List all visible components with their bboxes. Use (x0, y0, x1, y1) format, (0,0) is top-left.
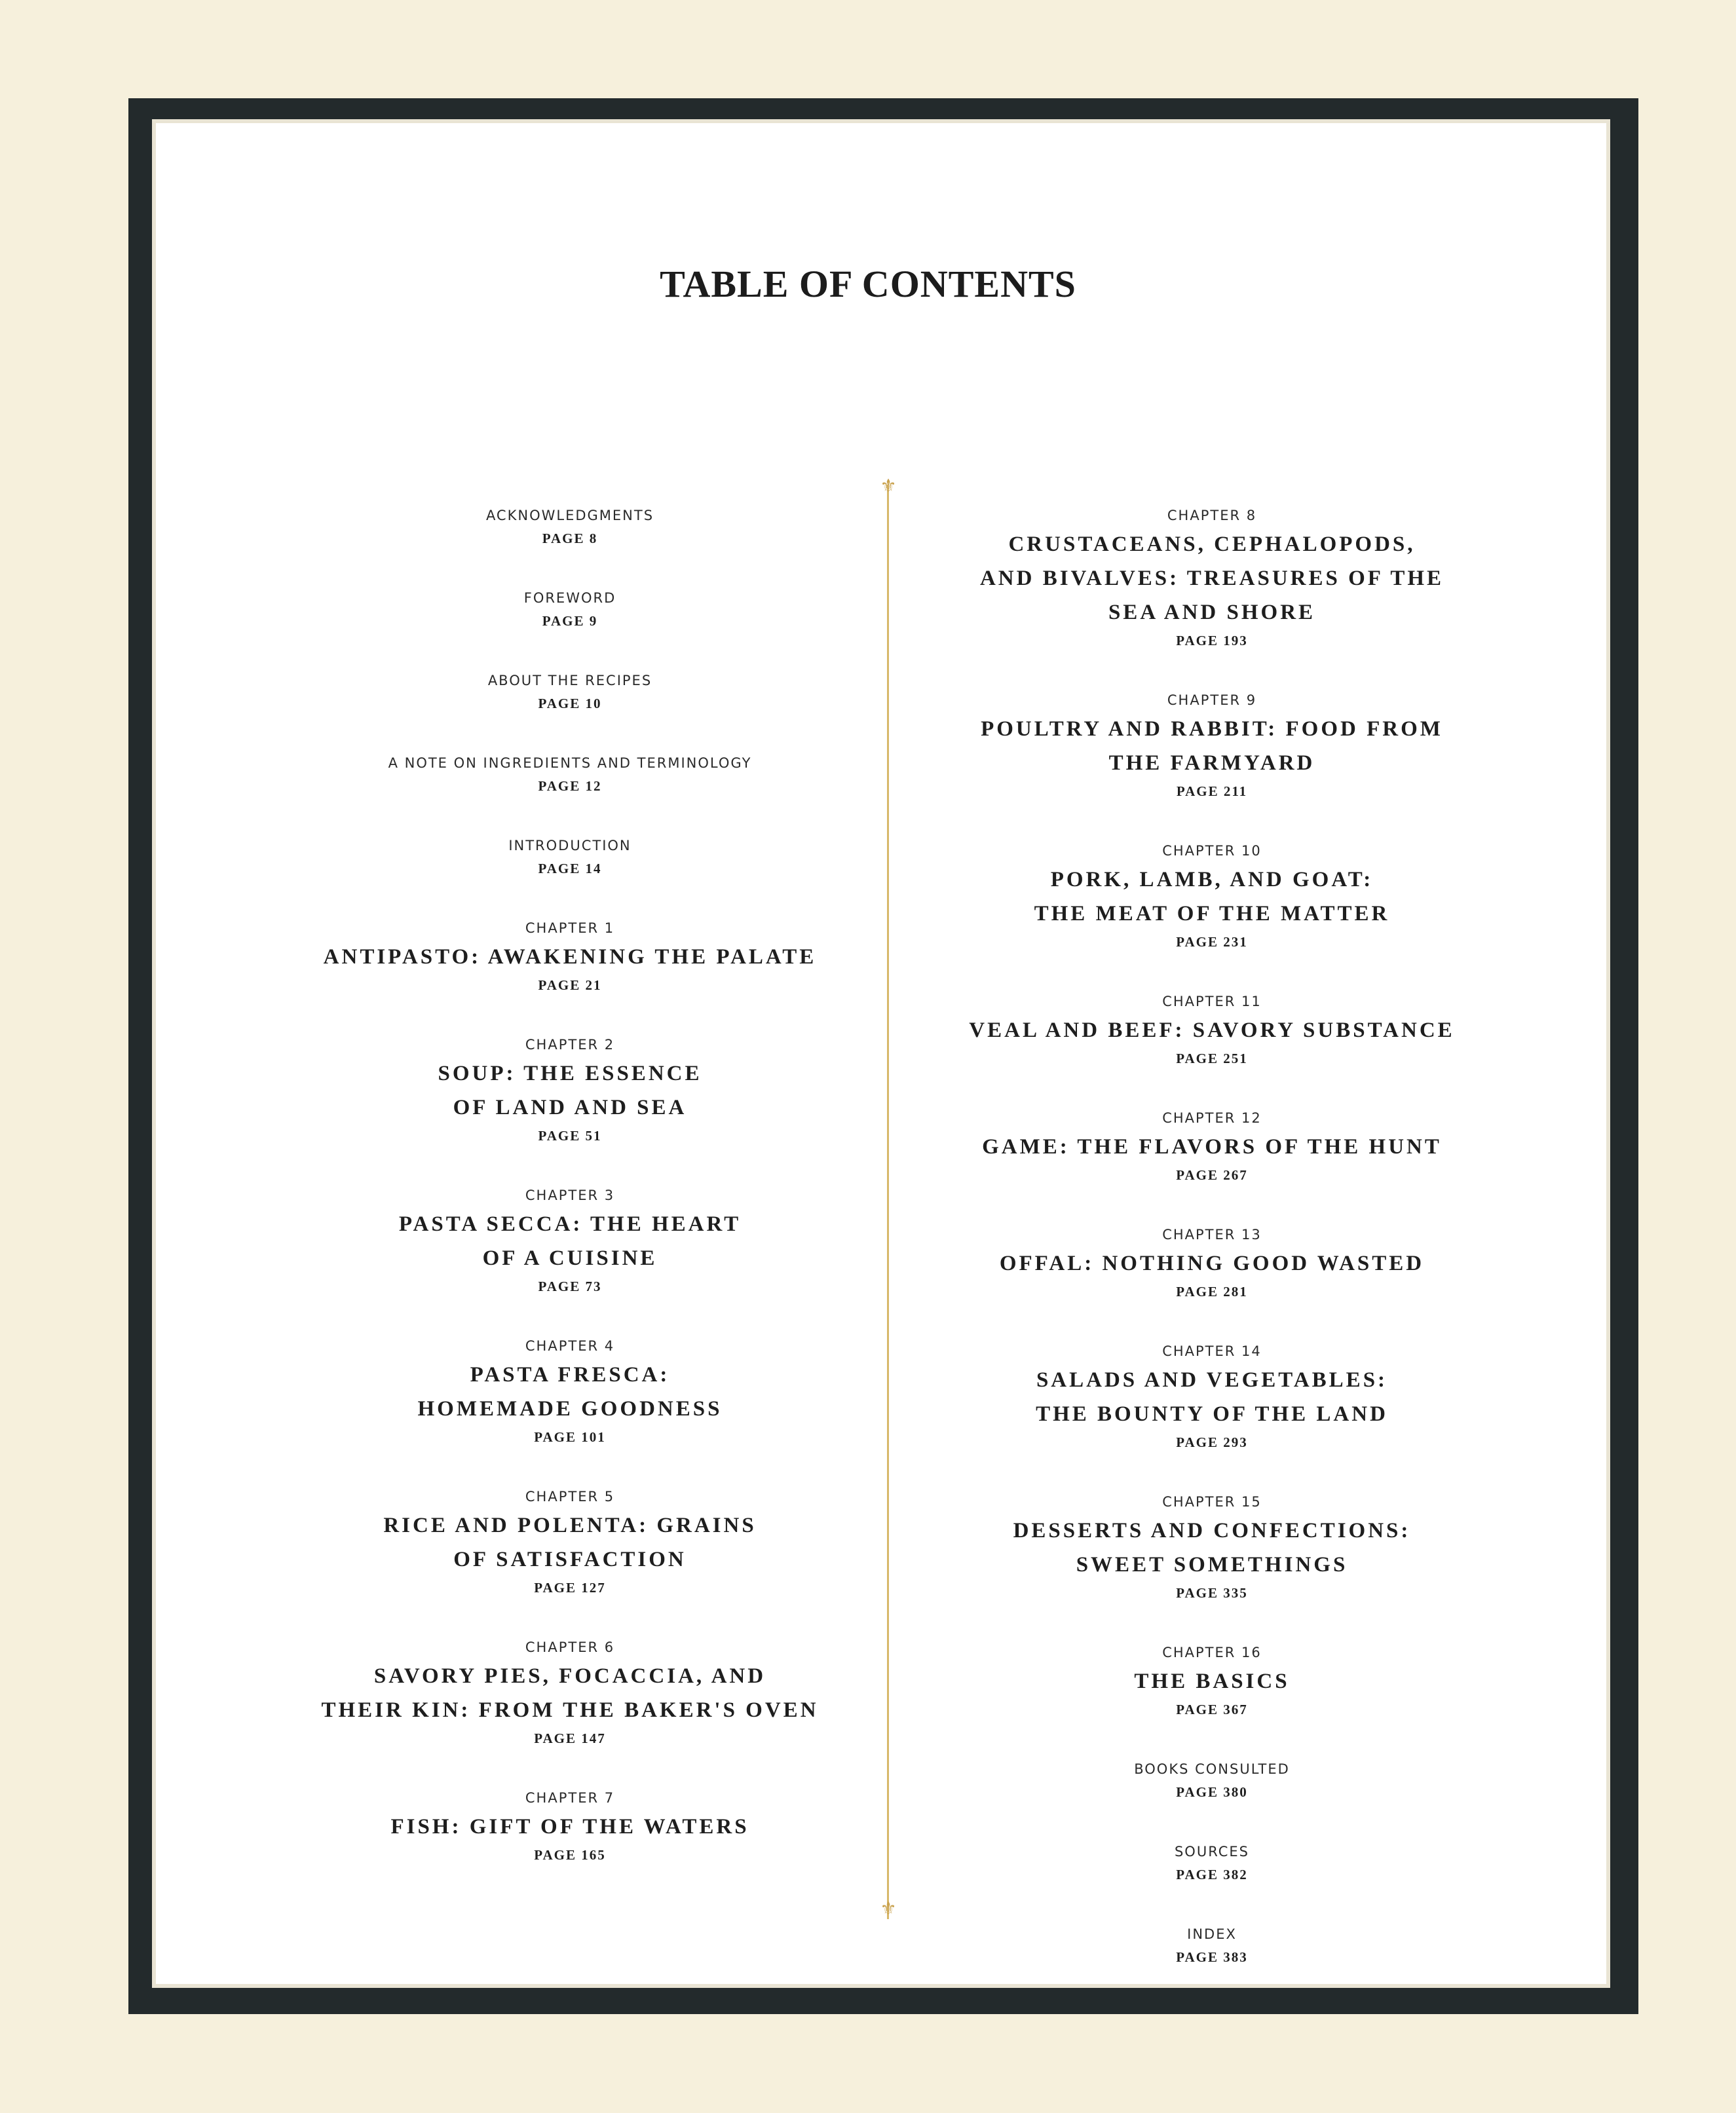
toc-right-column (917, 504, 1507, 2006)
entry-label: CHAPTER 6 (525, 1639, 615, 1655)
column-divider (887, 485, 889, 1919)
page-number: PAGE 193 (1176, 633, 1248, 648)
chapter-title-line: THE MEAT OF THE MATTER (1034, 902, 1390, 926)
toc-entry[interactable] (917, 1340, 1507, 1454)
entry-label: CHAPTER 12 (1162, 1110, 1262, 1126)
entry-label: CHAPTER 2 (525, 1037, 615, 1053)
toc-left-column (275, 504, 865, 1903)
entry-label: CHAPTER 1 (525, 920, 615, 936)
page-number: PAGE 251 (1176, 1051, 1248, 1066)
page-number: PAGE 382 (1176, 1867, 1248, 1882)
chapter-title-line: THE FARMYARD (1108, 751, 1315, 775)
entry-label: CHAPTER 16 (1162, 1645, 1262, 1660)
chapter-title-line: HOMEMADE GOODNESS (417, 1397, 723, 1421)
page-number: PAGE 73 (538, 1279, 602, 1294)
chapter-title-line: OF SATISFACTION (453, 1548, 687, 1571)
toc-entry[interactable] (275, 1486, 865, 1599)
toc-entry[interactable] (917, 1923, 1507, 1969)
entry-label: FOREWORD (523, 590, 616, 606)
toc-entry[interactable] (917, 990, 1507, 1070)
page-number: PAGE 380 (1176, 1784, 1248, 1800)
toc-entry[interactable] (917, 689, 1507, 803)
page-title: TABLE OF CONTENTS (660, 263, 1076, 305)
toc-entry[interactable] (275, 752, 865, 798)
page-number: PAGE 9 (542, 613, 598, 629)
toc-entry[interactable] (275, 669, 865, 715)
fleur-ornament-icon: ⚜ (880, 1898, 897, 1919)
toc-entry[interactable] (917, 1224, 1507, 1303)
chapter-title-line: SAVORY PIES, FOCACCIA, AND (373, 1664, 766, 1688)
chapter-title-line: SALADS AND VEGETABLES: (1036, 1368, 1388, 1392)
page-number: PAGE 101 (534, 1429, 606, 1445)
page-number: PAGE 8 (542, 531, 598, 546)
toc-entry[interactable] (917, 1491, 1507, 1605)
entry-label: CHAPTER 10 (1162, 843, 1262, 859)
entry-label: A NOTE ON INGREDIENTS AND TERMINOLOGY (388, 755, 752, 771)
toc-entry[interactable] (275, 834, 865, 880)
toc-entry[interactable] (275, 504, 865, 550)
chapter-title-line: PORK, LAMB, AND GOAT: (1050, 868, 1374, 891)
page-number: PAGE 367 (1176, 1702, 1248, 1717)
chapter-title-line: SWEET SOMETHINGS (1076, 1553, 1348, 1577)
page-number: PAGE 383 (1176, 1949, 1248, 1965)
page-number: PAGE 267 (1176, 1167, 1248, 1183)
page-number: PAGE 147 (534, 1730, 606, 1746)
toc-entry[interactable] (275, 587, 865, 633)
entry-label: CHAPTER 11 (1162, 994, 1262, 1009)
toc-entry[interactable] (275, 1636, 865, 1750)
chapter-title-line: GAME: THE FLAVORS OF THE HUNT (982, 1135, 1442, 1159)
entry-label: ABOUT THE RECIPES (487, 673, 652, 688)
chapter-title-line: CRUSTACEANS, CEPHALOPODS, (1008, 533, 1416, 556)
toc-entry[interactable] (275, 917, 865, 997)
page-number: PAGE 10 (538, 696, 602, 711)
toc-entry[interactable] (275, 1335, 865, 1449)
entry-label: CHAPTER 7 (525, 1790, 615, 1806)
chapter-title-line: DESSERTS AND CONFECTIONS: (1013, 1519, 1411, 1543)
page-number: PAGE 12 (538, 778, 602, 794)
page-number: PAGE 211 (1176, 783, 1248, 799)
chapter-title-line: AND BIVALVES: TREASURES OF THE (979, 567, 1444, 590)
chapter-title-line: SOUP: THE ESSENCE (438, 1062, 702, 1085)
entry-label: CHAPTER 13 (1162, 1227, 1262, 1243)
chapter-title-line: VEAL AND BEEF: SAVORY SUBSTANCE (969, 1019, 1455, 1042)
entry-label: ACKNOWLEDGMENTS (485, 508, 654, 523)
entry-label: CHAPTER 4 (525, 1338, 615, 1354)
chapter-title-line: FISH: GIFT OF THE WATERS (390, 1815, 749, 1839)
entry-label: INTRODUCTION (508, 838, 632, 853)
toc-entry[interactable] (917, 1641, 1507, 1721)
toc-entry[interactable] (917, 840, 1507, 954)
chapter-title-line: RICE AND POLENTA: GRAINS (383, 1514, 757, 1537)
chapter-title-line: THEIR KIN: FROM THE BAKER'S OVEN (321, 1698, 819, 1722)
toc-entry[interactable] (275, 1787, 865, 1867)
entry-label: SOURCES (1174, 1844, 1250, 1860)
entry-label: CHAPTER 15 (1162, 1494, 1262, 1510)
chapter-title-line: ANTIPASTO: AWAKENING THE PALATE (323, 945, 817, 969)
page-number: PAGE 51 (538, 1128, 602, 1144)
entry-label: BOOKS CONSULTED (1134, 1761, 1290, 1777)
toc-entry[interactable] (917, 1758, 1507, 1804)
chapter-title-line: PASTA FRESCA: (470, 1363, 670, 1387)
page-number: PAGE 231 (1176, 934, 1248, 950)
page-number: PAGE 21 (538, 977, 602, 993)
toc-entry[interactable] (275, 1034, 865, 1148)
chapter-title-line: OF A CUISINE (482, 1246, 658, 1270)
toc-entry[interactable] (917, 504, 1507, 652)
entry-label: CHAPTER 3 (525, 1187, 615, 1203)
chapter-title-line: OFFAL: NOTHING GOOD WASTED (999, 1252, 1425, 1275)
toc-entry[interactable] (275, 1184, 865, 1298)
page-number: PAGE 293 (1176, 1434, 1248, 1450)
chapter-title-line: PASTA SECCA: THE HEART (398, 1212, 742, 1236)
chapter-title-line: THE BASICS (1134, 1670, 1290, 1693)
entry-label: CHAPTER 5 (525, 1489, 615, 1505)
page-number: PAGE 281 (1176, 1284, 1248, 1300)
toc-entry[interactable] (917, 1107, 1507, 1187)
entry-label: INDEX (1187, 1926, 1237, 1942)
page-number: PAGE 165 (534, 1847, 606, 1863)
chapter-title-line: THE BOUNTY OF THE LAND (1036, 1402, 1388, 1426)
entry-label: CHAPTER 8 (1167, 508, 1257, 523)
entry-label: CHAPTER 9 (1167, 692, 1257, 708)
page-number: PAGE 335 (1176, 1585, 1248, 1601)
chapter-title-line: POULTRY AND RABBIT: FOOD FROM (981, 717, 1443, 741)
chapter-title-line: OF LAND AND SEA (453, 1096, 687, 1119)
toc-entry[interactable] (917, 1841, 1507, 1886)
entry-label: CHAPTER 14 (1162, 1343, 1262, 1359)
page-number: PAGE 127 (534, 1580, 606, 1596)
fleur-ornament-icon: ⚜ (880, 475, 897, 496)
page-number: PAGE 14 (538, 861, 602, 876)
chapter-title-line: SEA AND SHORE (1108, 601, 1316, 624)
